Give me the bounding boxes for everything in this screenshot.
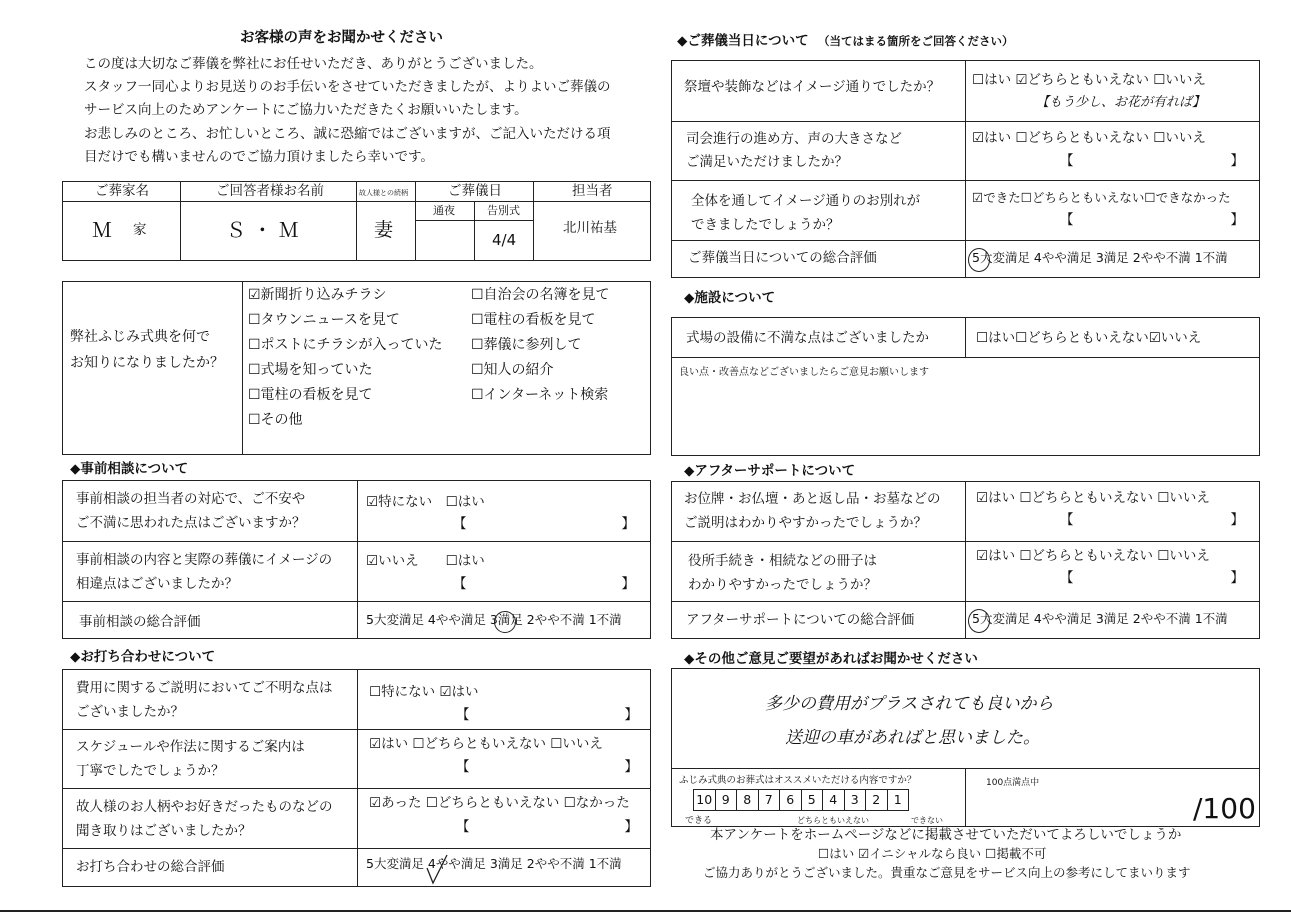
scale-4[interactable]: 4 [823,790,845,810]
scale-9[interactable]: 9 [716,790,738,810]
thanks-text: ご協力ありがとうございました。貴重なご意見をサービス向上の参考にしてまいります [703,865,1191,880]
how-known-question-2: お知りになりましたか？ [70,355,224,371]
pre-q2-line2: 相違点はございましたか？ [76,576,238,592]
scale-right-label: できない [911,816,943,825]
pre-q1-comment: 【 】 [453,516,635,532]
after-q1-options[interactable]: ☑はい ☐どちらともいえない ☐いいえ [976,490,1210,506]
facility-heading: ◆施設について [684,290,776,306]
recommend-question: ふじみ式典のお葬式はオススメいただける内容ですか？ [679,775,917,786]
header-wake: 通夜 [433,204,455,217]
scale-6[interactable]: 6 [780,790,802,810]
day-q3-options[interactable]: ☑できた☐どちらともいえない☐できなかった [972,190,1231,205]
relation-value: 妻 [374,219,394,241]
day-q3-line1: 全体を通してイメージ通りのお別れが [691,193,921,209]
after-q1-line1: お位牌・お仏壇・あと返し品・お墓などの [684,491,941,507]
bottom-border [0,910,1291,912]
day-q2-options[interactable]: ☑はい ☐どちらともいえない ☐いいえ [972,130,1206,146]
scale-1[interactable]: 1 [893,792,902,807]
meeting-q1-line2: ございましたか？ [76,704,184,720]
score-label: 100点満点中 [986,778,1040,788]
facility-q1-options[interactable]: ☐はい☐どちらともいえない☑いいえ [976,330,1202,346]
header-funeral: 告別式 [487,204,520,217]
day-q2-line1: 司会進行の進め方、声の大きさなど [686,131,902,147]
after-q3-label: アフターサポートについての総合評価 [686,612,915,628]
comment-line-2: 送迎の車があればと思いました。 [785,728,1040,748]
after-q1-line2: ご説明はわかりやすかったでしょうか？ [684,515,927,531]
facility-note: 良い点・改善点などございましたらご意見お願いします [679,367,929,378]
day-heading: ◆ご葬儀当日について [677,33,809,49]
pre-q2-comment: 【 】 [453,576,635,592]
staff-value: 北川祐基 [563,220,617,236]
meeting-q2-comment: 【 】 [456,759,638,775]
intro-line-3: サービス向上のためアンケートにご協力いただきたくお願いいたします。 [84,102,528,118]
after-q1-comment: 【 】 [1060,512,1244,528]
comment-line-1: 多少の費用がプラスされても良いから [765,694,1054,714]
intro-line-5: 目だけでも構いませんのでご協力頂けましたら幸いです。 [84,149,434,165]
pre-q3-label: 事前相談の総合評価 [79,614,201,630]
scale-10[interactable]: 10 [694,790,716,810]
header-name: ご回答者様お名前 [216,183,324,199]
option-other[interactable]: ☐その他 [248,412,303,428]
meeting-q3-comment: 【 】 [456,819,638,835]
day-q4-rating[interactable]: 5大変満足 4やや満足 3満足 2やや不満 1不満 [972,250,1228,265]
day-q1-comment: 【もう少し、お花が有れば】 [1036,95,1206,110]
meeting-q4-label: お打ち合わせの総合評価 [76,859,225,875]
intro-line-1: この度は大切なご葬儀を弊社にお任せいただき、ありがとうございました。 [84,56,543,72]
option-acquaintance[interactable]: ☐知人の紹介 [471,362,554,378]
scale-2[interactable]: 2 [866,790,888,810]
other-heading: ◆その他ご意見ご要望があればお聞かせください [684,651,978,667]
facility-q1: 式場の設備に不満な点はございましたか [686,330,929,346]
rating-circle-3 [494,611,516,633]
scale-mid-label: どちらともいえない [797,816,869,825]
after-q2-options[interactable]: ☑はい ☐どちらともいえない ☐いいえ [976,548,1210,564]
header-family: ご葬家名 [95,183,149,199]
option-pole-sign[interactable]: ☐電柱の看板を見て [248,387,373,403]
meeting-q3-line1: 故人様のお人柄やお好きだったものなどの [76,799,333,815]
option-community-list[interactable]: ☐自治会の名簿を見て [471,287,610,303]
after-q2-line1: 役所手続き・相続などの冊子は [688,553,877,569]
option-pole-sign-2[interactable]: ☐電柱の看板を見て [471,312,596,328]
option-attended-funeral[interactable]: ☐葬儀に参列して [471,337,582,353]
pre-q2-options[interactable]: ☑いいえ ☐はい [366,553,485,569]
pre-heading: ◆事前相談について [70,461,189,477]
option-internet-search[interactable]: ☐インターネット検索 [471,387,609,403]
meeting-q1-comment: 【 】 [456,707,638,723]
after-q2-comment: 【 】 [1060,570,1244,586]
rating-circle-5 [968,248,990,272]
meeting-q1-line1: 費用に関するご説明においてご不明な点は [76,680,333,696]
rating-check-4 [424,853,450,887]
day-q4-label: ご葬儀当日についての総合評価 [688,250,877,266]
score-value: /100 [1193,792,1256,825]
publish-options[interactable]: ☐はい ☑イニシャルなら良い ☐掲載不可 [818,846,1047,861]
meeting-q1-options[interactable]: ☐特にない ☑はい [369,684,479,700]
after-heading: ◆アフターサポートについて [684,463,856,479]
pre-q1-options[interactable]: ☑特にない ☐はい [366,494,485,510]
scale-3[interactable]: 3 [845,790,867,810]
meeting-q2-options[interactable]: ☑はい ☐どちらともいえない ☐いいえ [369,736,603,752]
pre-q1-line2: ご不満に思われた点はございますか？ [76,515,306,531]
after-q3-rating[interactable]: 5大変満足 4やや満足 3満足 2やや不満 1不満 [972,611,1228,626]
header-relation: 故人様との続柄 [359,189,408,197]
pre-q3-rating[interactable]: 5大変満足 4やや満足 3満足 2やや不満 1不満 [366,612,622,627]
meeting-q2-line2: 丁寧でしたでしょうか？ [76,763,225,779]
meeting-q3-line2: 聞き取りはございましたか？ [76,823,252,839]
recommend-scale[interactable] [693,789,909,811]
day-q2-comment: 【 】 [1060,153,1244,169]
intro-line-2: スタッフ一同心よりお見送りのお手伝いをさせていただきましたが、よりよいご葬儀の [84,79,611,95]
funeral-value: 4/4 [492,231,517,249]
after-q2-line2: わかりやすかったでしょうか？ [688,577,877,593]
pre-q1-line1: 事前相談の担当者の対応で、ご不安や [76,491,306,507]
meeting-q4-rating[interactable]: 5大変満足 4やや満足 3満足 2やや不満 1不満 [366,856,622,871]
survey-title: お客様の声をお聞かせください [240,30,443,46]
day-q2-line2: ご満足いただけましたか？ [686,154,848,170]
day-q1-options[interactable]: ☐はい ☑どちらともいえない ☐いいえ [972,72,1206,88]
day-q1: 祭壇や装飾などはイメージ通りでしたか？ [684,79,941,95]
meeting-q3-options[interactable]: ☑あった ☐どちらともいえない ☐なかった [369,795,630,811]
day-q3-comment: 【 】 [1060,212,1244,228]
option-town-news[interactable]: ☐タウンニュースを見て [248,312,400,328]
option-post-flyer[interactable]: ☐ポストにチラシが入っていた [248,337,443,353]
family-value: Ｍ [92,218,112,242]
intro-line-4: お悲しみのところ、お忙しいところ、誠に恐縮ではございますが、ご記入いただける項 [84,126,611,142]
day-q3-line2: できましたでしょうか？ [691,217,840,233]
publish-question: 本アンケートをホームページなどに掲載させていただいてよろしいでしょうか [710,827,1182,843]
header-date: ご葬儀日 [448,183,502,199]
meeting-heading: ◆お打ち合わせについて [70,649,216,665]
family-suffix: 家 [133,222,147,238]
scale-left-label: できる [685,816,713,826]
option-newspaper-flyer[interactable]: ☑新聞折り込みチラシ [248,287,387,303]
rating-circle-5b [968,609,990,633]
meeting-q2-line1: スケジュールや作法に関するご案内は [76,739,305,755]
scale-5[interactable]: 5 [802,790,824,810]
how-known-question-1: 弊社ふじみ式典を何で [70,329,210,345]
option-knew-venue[interactable]: ☐式場を知っていた [248,362,373,378]
day-heading-note: （当てはまる箇所をご回答ください） [818,34,1014,48]
name-value: Ｓ ・ Ｍ [226,218,299,242]
pre-q2-line1: 事前相談の内容と実際の葬儀にイメージの [76,552,333,568]
header-staff: 担当者 [572,183,613,199]
scale-8[interactable]: 8 [737,790,759,810]
scale-7[interactable]: 7 [759,790,781,810]
